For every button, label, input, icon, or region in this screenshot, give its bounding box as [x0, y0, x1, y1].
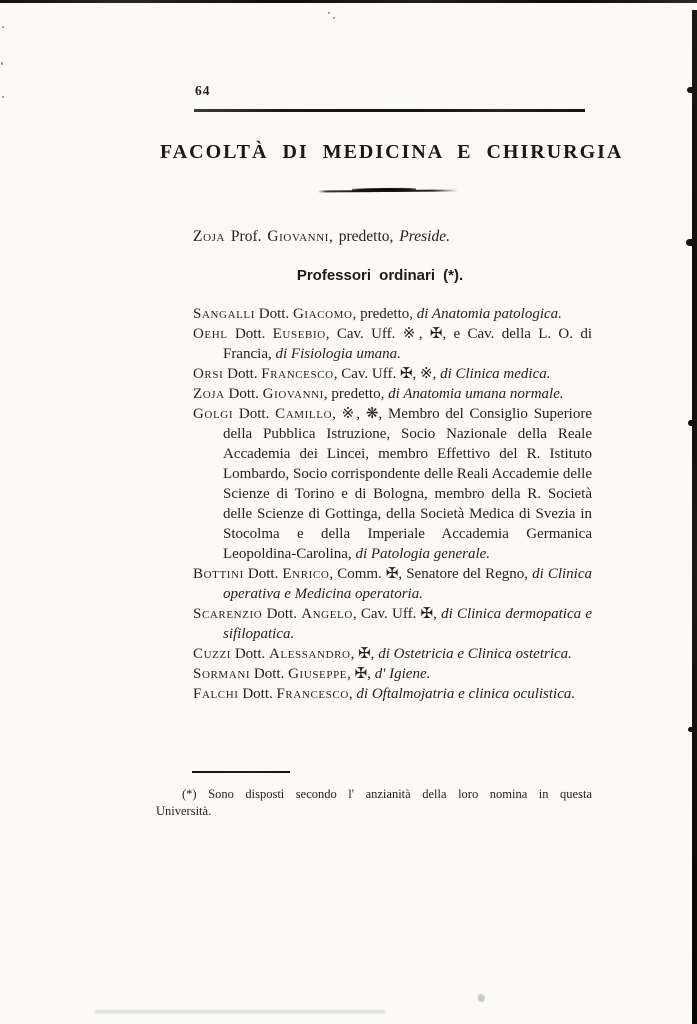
- text-segment-p: Dott.: [231, 646, 269, 662]
- text-segment-sc: Cuzzi: [193, 646, 232, 662]
- text-segment-p: , ✠,: [350, 646, 379, 662]
- text-segment-p: , ※, ❋, Membro del Consiglio Superiore della Pubblica Istruzione, Socio Nazionale della Reale Accademia dei Lincei, membro Effettivo del R. Istituto Lombardo, Socio corrispondente delle Reali Accademie delle Scienze di Torino e di Bologna, membro della R. Società delle Scienze di Gottinga, della Società Medica di Svezia in Stocolma e della Imperiale Accademia Germanica Leopoldina-Carolina,: [223, 406, 593, 562]
- header-rule: [194, 109, 585, 112]
- scan-blob: [687, 87, 693, 93]
- text-segment-p: , predetto,: [352, 306, 417, 322]
- professor-entry: [193, 364, 592, 384]
- scan-speck: [2, 26, 4, 28]
- professor-entry: [193, 324, 592, 364]
- professors-list: [193, 304, 592, 704]
- text-segment-sc: Orsi: [193, 366, 224, 382]
- text-segment-p: Dott.: [223, 366, 262, 382]
- text-segment-sc: Enrico: [282, 566, 330, 582]
- text-segment-sc: Giacomo: [292, 306, 353, 322]
- professor-entry: [193, 384, 592, 404]
- text-segment-i: di Oftalmojatria e clinica oculistica.: [356, 686, 576, 702]
- text-segment-sc: Oehl: [193, 326, 228, 342]
- professor-entry: [193, 604, 592, 644]
- text-segment-p: , Cav. Uff. ✠, ※,: [333, 366, 441, 382]
- text-segment-sc: Sangalli: [193, 306, 256, 322]
- text-segment-p: Dott.: [243, 566, 283, 582]
- footnote-rule: [192, 771, 290, 773]
- text-segment-sc: Sormani: [193, 666, 251, 682]
- text-segment-sc: Eusebio: [272, 326, 326, 342]
- text-segment-p: Dott.: [227, 326, 273, 342]
- text-segment-sc: Zoja: [193, 386, 225, 402]
- text-segment-p: Dott.: [238, 686, 277, 702]
- text-segment-i: di Clinica operativa e Medicina operatoria.: [223, 566, 592, 602]
- text-segment-sc: Bottini: [193, 566, 244, 582]
- scan-blob: [688, 420, 693, 426]
- text-segment-sc: Francesco: [276, 686, 349, 702]
- text-segment-sc: Angelo: [301, 606, 353, 622]
- scan-blob: [688, 727, 693, 732]
- text-segment-p: Dott.: [262, 606, 302, 622]
- page-title: FACOLTÀ DI MEDICINA E CHIRURGIA: [160, 141, 624, 163]
- scan-edge-right-artifact: [692, 10, 697, 1024]
- professor-entry: [193, 304, 592, 324]
- text-segment-i: di Clinica medica.: [440, 366, 551, 382]
- scan-smudge-bottom: [95, 1010, 385, 1013]
- text-segment-sc: Alessandro: [268, 646, 351, 662]
- text-segment-p: , predetto,: [323, 386, 389, 402]
- professor-entry: [193, 404, 592, 564]
- scan-speck: [2, 96, 4, 98]
- text-segment-i: di Clinica dermopatica e sifilopatica.: [223, 606, 593, 642]
- scan-edge-top-artifact: [0, 0, 697, 3]
- text-segment-i: di Patologia generale.: [355, 546, 491, 562]
- text-segment-sc: Giuseppe: [288, 666, 348, 682]
- text-segment-sc: Francesco: [261, 366, 334, 382]
- text-segment-p: , Comm. ✠, Senatore del Regno,: [329, 566, 533, 582]
- scan-blob: [686, 239, 693, 246]
- text-segment-sc: Golgi: [193, 406, 234, 422]
- text-segment-p: , predetto,: [329, 228, 400, 245]
- preside-line: [193, 228, 593, 246]
- scan-smudge-dot: [478, 994, 485, 1002]
- text-segment-sc: Giovanni: [262, 386, 324, 402]
- section-heading: Professori ordinari (*).: [296, 267, 464, 284]
- title-divider-center: [352, 188, 416, 193]
- professor-entry: [193, 564, 592, 604]
- text-segment-p: , ✠,: [347, 666, 375, 682]
- professor-entry: [193, 684, 592, 704]
- text-segment-sc: Falchi: [193, 686, 239, 702]
- text-segment-p: , Cav. Uff. ✠,: [352, 606, 442, 622]
- professor-entry: [193, 664, 592, 684]
- text-segment-p: Dott.: [233, 406, 276, 422]
- text-segment-sc: Scarenzio: [193, 606, 263, 622]
- text-segment-p: Dott.: [250, 666, 289, 682]
- page-number: 64: [195, 83, 211, 98]
- scan-speck: [328, 12, 330, 14]
- text-segment-i: Preside.: [399, 228, 450, 245]
- text-segment-p: , Cav. Uff. ※, ✠, e Cav. della L. O. di Francia,: [223, 326, 592, 362]
- text-segment-p: Prof.: [225, 228, 268, 245]
- scan-speck: [1, 62, 3, 65]
- text-segment-p: Dott.: [255, 306, 293, 322]
- text-segment-i: di Anatomia umana normale.: [388, 386, 564, 402]
- text-segment-i: d' Igiene.: [374, 666, 431, 682]
- scan-speck: [333, 17, 335, 19]
- footnote: (*) Sono disposti secondo l' anzianità della loro nomina in questa Università.: [156, 787, 592, 818]
- text-segment-i: di Ostetricia e Clinica ostetrica.: [378, 646, 572, 662]
- text-segment-i: di Fisiologia umana.: [275, 346, 401, 362]
- text-segment-p: ,: [348, 686, 357, 702]
- text-segment-p: Dott.: [224, 386, 263, 402]
- text-segment-sc: Zoja: [193, 228, 226, 245]
- professor-entry: [193, 644, 592, 664]
- text-segment-sc: Giovanni: [267, 228, 329, 245]
- text-segment-sc: Camillo: [275, 406, 333, 422]
- text-segment-i: di Anatomia patologica.: [416, 306, 562, 322]
